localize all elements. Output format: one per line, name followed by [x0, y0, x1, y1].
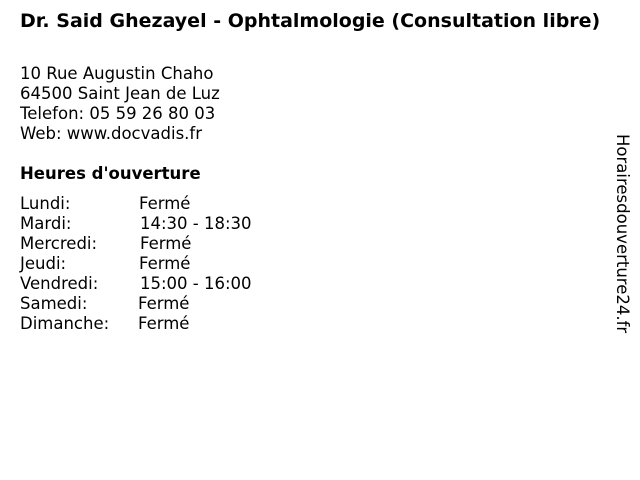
street-address: 10 Rue Augustin Chaho — [20, 64, 214, 83]
address-block — [20, 64, 220, 144]
hours-row-monday — [20, 194, 252, 214]
phone-number: Telefon: 05 59 26 80 03 — [20, 104, 216, 123]
opening-hours-list — [20, 194, 252, 334]
hours-row-sunday — [20, 314, 252, 334]
hours-value: Fermé — [138, 294, 190, 313]
hours-row-wednesday — [20, 234, 252, 254]
day-label: Jeudi: — [20, 254, 67, 273]
opening-hours-heading: Heures d'ouverture — [20, 164, 201, 183]
hours-value: Fermé — [138, 314, 190, 333]
day-label: Mardi: — [20, 214, 72, 233]
day-label: Vendredi: — [20, 274, 99, 293]
hours-value: Fermé — [139, 254, 191, 273]
hours-value: 15:00 - 16:00 — [140, 274, 252, 293]
day-label: Mercredi: — [20, 234, 98, 253]
day-label: Dimanche: — [20, 314, 110, 333]
hours-row-friday — [20, 274, 252, 294]
hours-row-tuesday — [20, 214, 252, 234]
hours-value: Fermé — [140, 234, 192, 253]
city-postcode: 64500 Saint Jean de Luz — [20, 84, 220, 103]
hours-row-thursday — [20, 254, 252, 274]
day-label: Samedi: — [20, 294, 88, 313]
site-watermark: Horairesdouverture24.fr — [613, 134, 632, 334]
website: Web: www.docvadis.fr — [20, 124, 202, 143]
hours-value: Fermé — [139, 194, 191, 213]
day-label: Lundi: — [20, 194, 71, 213]
hours-value: 14:30 - 18:30 — [140, 214, 252, 233]
page-title: Dr. Said Ghezayel - Ophtalmologie (Consultation libre) — [20, 10, 601, 32]
hours-row-saturday — [20, 294, 252, 314]
